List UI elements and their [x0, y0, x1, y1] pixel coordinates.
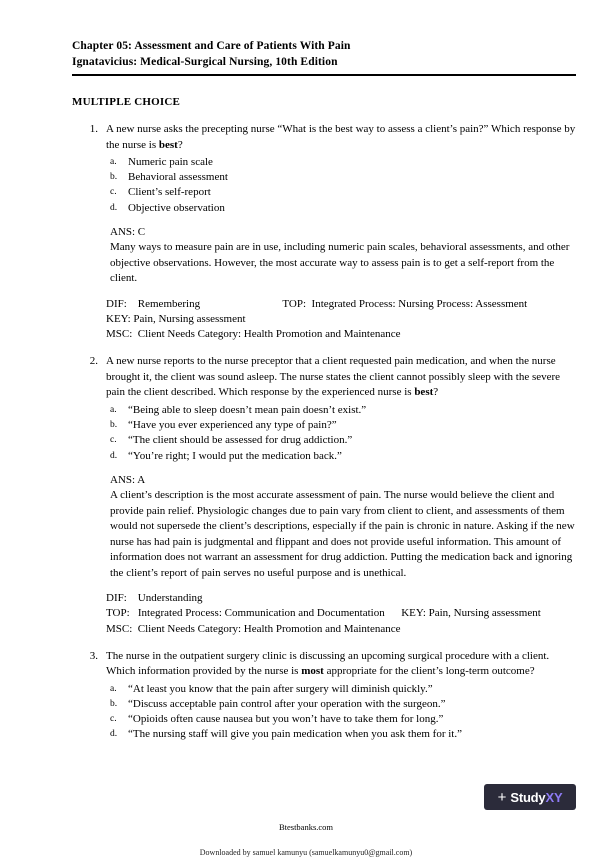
metadata-line: MSC: Client Needs Category: Health Promotion and Maintenance	[106, 622, 401, 635]
list-item[interactable]	[106, 449, 576, 464]
choice-text: “You’re right; I would put the medication back.”	[128, 449, 342, 462]
answer-key: ANS: C	[110, 225, 146, 238]
answer-key: ANS: A	[110, 473, 146, 486]
list-item[interactable]	[106, 712, 576, 727]
metadata-line: KEY: Pain, Nursing assessment	[106, 313, 246, 326]
choice-letter: c.	[110, 714, 117, 725]
list-item[interactable]	[106, 185, 576, 200]
choice-text: Client’s self-report	[128, 186, 211, 199]
document-header	[72, 38, 576, 70]
metadata-line: DIF: Remembering TOP: Integrated Process: Nursing Process: Assessment	[106, 297, 528, 310]
stem-post: ?	[433, 386, 439, 399]
choice-text: “The nursing staff will give you pain medication when you ask them for it.”	[128, 728, 462, 741]
choice-letter: c.	[110, 187, 117, 198]
list-item[interactable]	[106, 403, 576, 418]
book-title: Ignatavicius: Medical-Surgical Nursing, 10th Edition	[72, 56, 338, 68]
choice-letter: d.	[110, 450, 118, 461]
choice-text: “Discuss acceptable pain control after your operation with the surgeon.”	[128, 698, 446, 711]
watermark-label	[510, 790, 562, 805]
metadata-block	[106, 297, 576, 343]
question-item	[72, 354, 576, 636]
question-stem	[106, 122, 576, 153]
metadata-line: TOP: Integrated Process: Communication and Documentation KEY: Pain, Nursing assessment	[106, 607, 541, 620]
list-item[interactable]	[106, 682, 576, 697]
answer-block	[106, 225, 576, 287]
question-item	[72, 122, 576, 342]
choice-text: Objective observation	[128, 201, 225, 214]
choice-letter: a.	[110, 683, 117, 694]
choice-text: “Being able to sleep doesn’t mean pain doesn’t exist.”	[128, 403, 367, 416]
stem-pre: The nurse in the outpatient surgery clinic is discussing an upcoming surgical procedure with a client. Which information provided by the nurse is	[106, 649, 550, 678]
list-item[interactable]	[106, 697, 576, 712]
header-divider	[72, 74, 576, 76]
choice-letter: d.	[110, 202, 118, 213]
question-stem	[106, 649, 576, 680]
answer-block	[106, 473, 576, 582]
watermark-name: Study	[510, 789, 546, 805]
studyxy-watermark[interactable]	[484, 784, 576, 810]
question-stem	[106, 354, 576, 401]
list-item[interactable]	[106, 433, 576, 448]
choice-text: Behavioral assessment	[128, 171, 228, 184]
choice-letter: d.	[110, 729, 118, 740]
watermark-accent: XY	[545, 789, 563, 805]
section-title: MULTIPLE CHOICE	[72, 96, 181, 108]
choice-list	[106, 682, 576, 743]
metadata-line: DIF: Understanding	[106, 592, 203, 605]
stem-pre: A new nurse asks the precepting nurse “What is the best way to assess a client’s pain?” Which response by the nurse is	[106, 123, 576, 151]
question-item	[72, 649, 576, 743]
choice-letter: b.	[110, 172, 118, 183]
question-number: 1.	[89, 123, 98, 135]
list-item[interactable]	[106, 201, 576, 216]
choice-text: “Opioids often cause nausea but you won’t have to take them for long.”	[128, 713, 444, 726]
stem-emphasis: most	[301, 665, 324, 678]
choice-text: “The client should be assessed for drug addiction.”	[128, 434, 353, 447]
list-item[interactable]	[106, 170, 576, 185]
choice-text: Numeric pain scale	[128, 156, 213, 168]
choice-letter: a.	[110, 157, 117, 167]
choice-letter: b.	[110, 699, 118, 710]
rationale-text: Many ways to measure pain are in use, including numeric pain scales, behavioral assessments, and other objective observations. However, the most accurate way to assess pain is to get a self-report from the client.	[110, 241, 570, 285]
list-item[interactable]	[106, 155, 576, 170]
list-item[interactable]	[106, 418, 576, 433]
stem-emphasis: best	[414, 386, 434, 399]
stem-post: ?	[177, 138, 183, 151]
question-number: 3.	[89, 649, 98, 662]
choice-letter: c.	[110, 435, 117, 446]
footer-download-label: Downloaded by samuel kamunyu (samuelkamunyu0@gmail.com)	[199, 848, 413, 857]
rationale-text: A client’s description is the most accurate assessment of pain. The nurse would believe the client and provide pain relief. Physiologic changes due to pain vary from client to client, and assessments of them would not supersede the client’s descriptions, especially if the pain is chronic in nature. Asking if the new nurse has had pain is judgmental and flippant and does not provide useful information. This amount of information does not warrant an assessment for drug addiction. Putting the medication back and ignoring the client’s report of pain serves no useful purpose and is unethical.	[110, 489, 575, 579]
question-number: 2.	[89, 355, 98, 368]
chapter-title: Chapter 05: Assessment and Care of Patients With Pain	[72, 40, 351, 52]
choice-letter: a.	[110, 404, 117, 415]
footer-site-label: Btestbanks.com	[278, 822, 334, 832]
list-item[interactable]	[106, 727, 576, 742]
choice-letter: b.	[110, 420, 118, 431]
metadata-line: MSC: Client Needs Category: Health Promotion and Maintenance	[106, 328, 401, 341]
choice-list	[106, 155, 576, 216]
stem-pre: A new nurse reports to the nurse preceptor that a client requested pain medication, and when the nurse brought it, the client was sound asleep. The nurse states the client cannot possibly sleep with the severe pain the client described. Which response by the experienced nurse is	[106, 355, 561, 399]
choice-text: “Have you ever experienced any type of pain?”	[128, 419, 337, 432]
stem-post: appropriate for the client’s long-term outcome?	[323, 665, 535, 678]
choice-list	[106, 403, 576, 464]
plus-icon: +	[497, 788, 507, 806]
choice-text: “At least you know that the pain after surgery will diminish quickly.”	[128, 682, 433, 695]
stem-emphasis: best	[158, 138, 178, 151]
metadata-block	[106, 591, 576, 637]
